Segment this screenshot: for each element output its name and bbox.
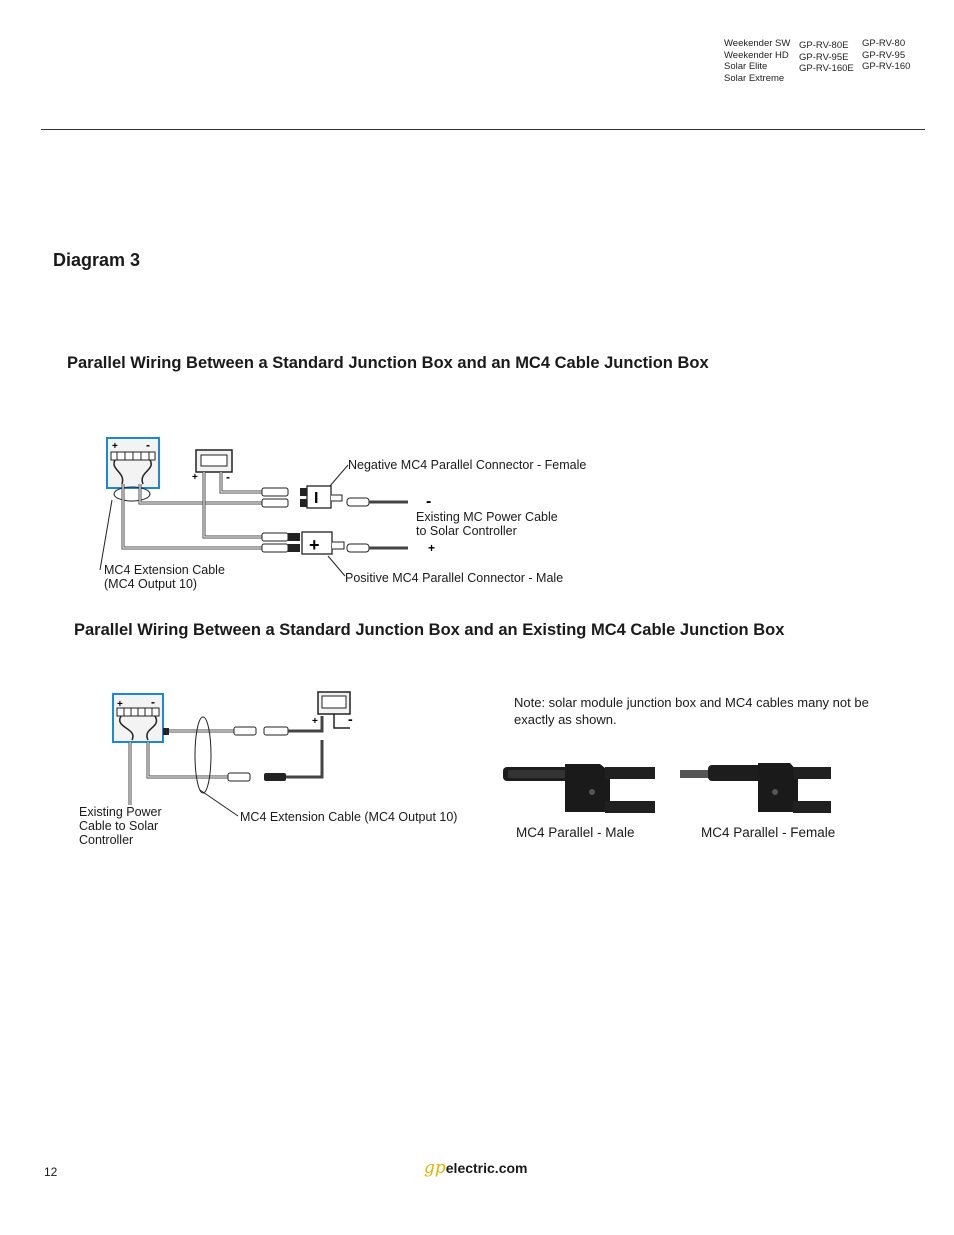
mc4-parallel-male-icon [503, 764, 655, 813]
section2-title: Parallel Wiring Between a Standard Junction Box and an Existing MC4 Cable Junction Box [74, 621, 785, 639]
page-number: 12 [44, 1165, 58, 1179]
jb2-plus-sign: + [117, 699, 123, 710]
model-name: Weekender HD [724, 49, 789, 61]
model-code: GP-RV-95E [799, 51, 849, 63]
model-name: Solar Extreme [724, 72, 785, 84]
label-positive-connector: Positive MC4 Parallel Connector - Male [345, 571, 564, 585]
label-line: to Solar Controller [416, 524, 517, 538]
jb-minus-sign: - [146, 438, 150, 452]
label-line: (MC4 Output 10) [104, 577, 198, 591]
section1-title: Parallel Wiring Between a Standard Junction Box and an MC4 Cable Junction Box [67, 354, 709, 372]
note-text: Note: solar module junction box and MC4 cables many not be exactly as shown. [514, 695, 869, 727]
brand-logo: gp [424, 1158, 446, 1178]
caption-female: MC4 Parallel - Female [701, 825, 836, 840]
model-name: Solar Elite [724, 61, 768, 72]
mc4-box2-minus-sign: - [348, 711, 353, 727]
model-code: GP-RV-80 [862, 38, 906, 49]
label-line: MC4 Extension Cable [104, 563, 225, 577]
brand-domain: electric.com [445, 1160, 528, 1176]
model-code: GP-RV-80E [799, 40, 849, 51]
diagram-title: Diagram 3 [53, 250, 141, 270]
label-negative-connector: Negative MC4 Parallel Connector - Female [348, 458, 587, 472]
plus-icon: + [309, 535, 320, 555]
model-name: Weekender SW [724, 38, 791, 49]
model-code: GP-RV-95 [862, 49, 906, 61]
label-line: Controller [79, 833, 134, 847]
mc4-parallel-female-icon [680, 763, 831, 813]
existing-plus-sign: + [428, 541, 436, 555]
mc4-box-minus-sign: - [226, 470, 230, 484]
caption-male: MC4 Parallel - Male [516, 825, 635, 840]
model-code: GP-RV-160 [862, 61, 911, 72]
model-code: GP-RV-160E [799, 63, 854, 74]
existing-minus-sign: - [426, 493, 432, 510]
mc4-box2-plus-sign: + [312, 716, 318, 727]
label-line: Existing MC Power Cable [416, 510, 558, 524]
jb2-minus-sign: - [151, 695, 155, 709]
label-line: Cable to Solar [79, 819, 159, 833]
footer-brand [424, 1158, 527, 1178]
jb-plus-sign: + [112, 441, 118, 452]
mc4-box-plus-sign: + [192, 472, 198, 483]
label-line: Existing Power [79, 805, 162, 819]
minus-bar-icon: I [314, 490, 319, 507]
label-extension-cable-2: MC4 Extension Cable (MC4 Output 10) [240, 810, 458, 824]
